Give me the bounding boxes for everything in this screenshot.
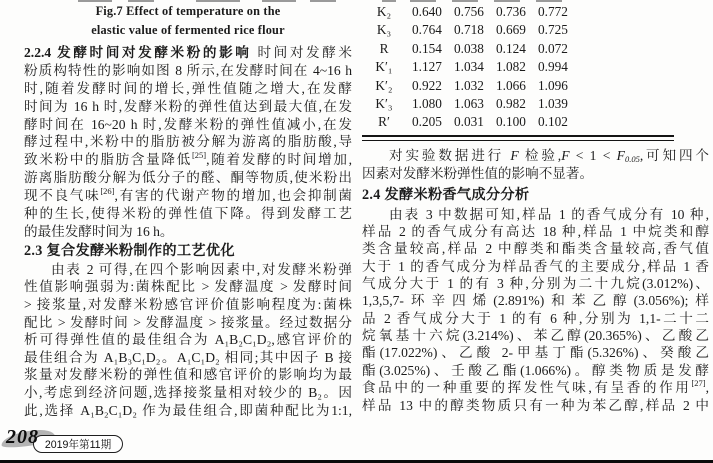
text-line: 种的生长,使得米粉的弹性值下降。得到发酵工艺 xyxy=(24,206,352,222)
table-cell: 0.764 xyxy=(412,22,442,38)
table-cell: 0.756 xyxy=(454,4,484,19)
text-line: 小,考虑到经济问题,选择接浆量相对较少的 B₂。因 xyxy=(24,384,352,400)
figure-caption-line-2: elastic value of fermented rice flour xyxy=(91,23,285,37)
paragraph-f-test xyxy=(362,147,709,184)
text-line: 最佳组合为 A₁B₃C₁D₂。A₁C₁D₂ 相同;其中因子 B 接 xyxy=(24,349,352,365)
table-cell: 0.038 xyxy=(454,40,484,56)
text-line: 对实验数据进行 F 检验$,F < 1 < F_{0.05}$,可知四个 xyxy=(389,147,709,164)
table-row-label: K₃ xyxy=(376,22,392,38)
text-line: 此,选择 A₁B₂C₁D₂ 作为最佳组合,即菌种配比为1:1, xyxy=(24,402,352,418)
table-cell: 0.772 xyxy=(538,4,568,19)
text-line: 酯(3.025%)、壬酸乙酯(1.066%)。醇类物质是发酵 xyxy=(362,362,709,378)
table-cell: 1.063 xyxy=(454,95,484,111)
table-cell: 0.154 xyxy=(412,40,442,56)
text-line: 由表 3 中数据可知,样品 1 的香气成分有 10 种, xyxy=(389,206,709,222)
table-cell: 0.031 xyxy=(454,114,484,130)
table-row-label: R xyxy=(379,40,389,56)
text-line: 酵时间在 16~20 h 时,发酵米粉的弹性值减小,在发 xyxy=(24,116,352,132)
text-line: 酵过程中,米粉中的脂肪被分解为游离的脂肪酸,导 xyxy=(24,134,352,150)
figure-caption-line-1: Fig.7 Effect of temperature on the xyxy=(95,4,281,18)
table-cell: 1.082 xyxy=(496,59,526,75)
text-line: 致米粉中的脂肪含量降低[25],随着发酵的时间增加, xyxy=(24,151,352,168)
right-column xyxy=(362,0,709,415)
page-number: 208 xyxy=(6,426,39,448)
table-cell: 0.669 xyxy=(496,22,526,38)
table-row xyxy=(362,95,674,113)
text-line: 配比 > 发酵时间 > 发酵温度 > 接浆量。经过数据分 xyxy=(24,314,352,330)
text-line: 粉质构特性的影响如图 8 所示,在发酵时间在 4~16 h xyxy=(24,62,352,78)
text-line: 析可得弹性值的最佳组合为 A₁B₂C₁D₂,感官评价的 xyxy=(24,332,352,348)
text-line: 样品 2 的香气成分有高达 18 种,样品 1 中烷类和醇 xyxy=(362,224,709,240)
text-line: 气成分大于 1 的有 3 种,分别为二十九烷(3.012%)、 xyxy=(362,276,709,292)
text-line: 2.2.4 发酵时间对发酵米粉的影响 时间对发酵米 xyxy=(24,45,352,60)
table-bottom-rule xyxy=(362,135,674,141)
table-cell: 1.127 xyxy=(412,59,442,75)
table-row-label: K₂ xyxy=(376,4,392,19)
table-cell: 1.032 xyxy=(454,77,484,93)
table-row xyxy=(362,77,674,95)
text-line: 性值影响强弱为:菌株配比 > 发酵温度 > 发酵时间 xyxy=(24,279,352,295)
text-line: 大于 1 的香气成分为样品香气的主要成分,样品 1 香 xyxy=(362,258,709,274)
table-cell: 1.080 xyxy=(412,95,442,111)
page-footer xyxy=(0,425,300,459)
table-row xyxy=(362,58,674,76)
text-line: 游离脂肪酸分解为低分子的醛、酮等物质,使米粉出 xyxy=(24,170,352,186)
table-cell: 1.066 xyxy=(496,77,526,93)
text-line: 由表 2 可得,在四个影响因素中,对发酵米粉弹 xyxy=(51,261,352,277)
table-cell: 1.039 xyxy=(538,95,568,111)
table-cell: 1.096 xyxy=(538,77,568,93)
table-row xyxy=(362,40,674,58)
table-cell: 0.072 xyxy=(538,40,568,56)
table-row-label: K′₁ xyxy=(375,59,393,75)
figure-caption xyxy=(24,2,352,40)
section-heading-2-4: 2.4 发酵米粉香气成分分析 xyxy=(362,186,530,203)
table-cell: 0.640 xyxy=(412,4,442,19)
text-line: 时,随着发酵时间的增长,弹性值随之增大,在发酵 xyxy=(24,80,352,96)
table-cell: 0.982 xyxy=(496,95,526,111)
text-line: 类含量较高,样品 2 中醇类和酯类含量较高,香气值 xyxy=(362,241,709,257)
table-row-label: R′ xyxy=(378,114,390,130)
text-line: 酯(17.022%)、乙酸 2-甲基丁酯(5.326%)、癸酸乙 xyxy=(362,345,709,361)
text-line: 时间为 16 h 时,发酵米粉的弹性值达到最大值,在发 xyxy=(24,98,352,114)
table-cell: 0.922 xyxy=(412,77,442,93)
text-line: 样品 13 中的醇类物质只有一种为苯乙醇,样品 2 中 xyxy=(362,397,709,413)
text-line: 1,3,5,7-环辛四烯(2.891%)和苯乙醇(3.056%);样 xyxy=(362,293,709,309)
table-cell: 0.205 xyxy=(412,114,442,130)
table-cell: 0.994 xyxy=(538,59,568,75)
issue-badge: 2019年第11期 xyxy=(33,435,123,453)
table-cell: 0.100 xyxy=(496,114,526,130)
paragraph-section-2-3 xyxy=(24,261,352,419)
text-line: 烷氧基十六烷(3.214%)、苯乙醇(20.365%)、乙酸乙 xyxy=(362,328,709,344)
table-cell: 0.718 xyxy=(454,22,484,38)
text-line: 因素对发酵米粉弹性值的影响不显著。 xyxy=(362,166,594,182)
text-line: 浆量对发酵米粉的弹性值和感官评价的影响均为最 xyxy=(24,367,352,383)
left-column xyxy=(24,2,352,422)
text-line: 现不良气味[26],有害的代谢产物的增加,也会抑制菌 xyxy=(24,187,352,204)
text-line: 的最佳发酵时间为 16 h。 xyxy=(24,223,174,239)
section-heading-2-3: 2.3 复合发酵米粉制作的工艺优化 xyxy=(24,242,235,259)
table-cell: 1.034 xyxy=(454,59,484,75)
orthogonal-table-fragment xyxy=(362,0,674,141)
table-row-label: K′₂ xyxy=(375,77,393,93)
table-row xyxy=(362,113,674,131)
text-line: 品 2 香气成分大于 1 的有 6 种,分别为 1,1-二十二 xyxy=(362,310,709,326)
table-cell: 0.102 xyxy=(538,114,568,130)
text-line: 食品中的一种重要的挥发性气味,有呈香的作用[27], xyxy=(362,379,709,396)
text-line: > 接浆量,对发酵米粉感官评价值影响程度为:菌株 xyxy=(24,296,352,312)
table-cell: 0.725 xyxy=(538,22,568,38)
paragraph-section-2-4 xyxy=(362,206,709,414)
paragraph-section-2-2-4 xyxy=(24,44,352,241)
table-row xyxy=(362,3,674,21)
table-cell: 0.124 xyxy=(496,40,526,56)
table-cell: 0.736 xyxy=(496,4,526,19)
table-row xyxy=(362,21,674,39)
table-row-label: K′₃ xyxy=(375,95,393,111)
